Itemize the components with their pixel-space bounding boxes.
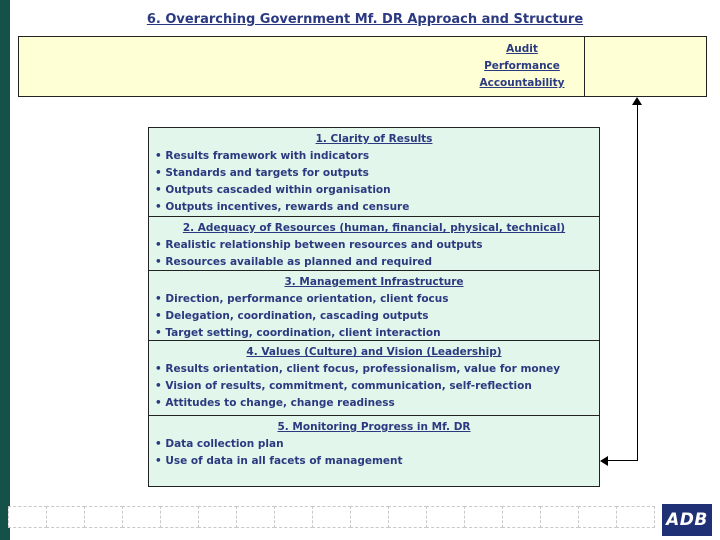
thumbnail-placeholder xyxy=(312,506,351,528)
section-clarity-of-results xyxy=(149,128,599,216)
thumbnail-placeholder xyxy=(350,506,389,528)
thumbnail-placeholder xyxy=(198,506,237,528)
header-labels xyxy=(459,41,585,92)
bullet-item: • Use of data in all facets of management xyxy=(153,453,595,470)
bullet-item: • Direction, performance orientation, client focus xyxy=(153,291,595,308)
thumbnail-placeholder xyxy=(84,506,123,528)
left-accent-bar xyxy=(0,0,10,540)
slide-title: 6. Overarching Government Mf. DR Approach and Structure xyxy=(146,12,584,27)
thumbnail-placeholder xyxy=(578,506,617,528)
section-heading: 5. Monitoring Progress in Mf. DR xyxy=(277,421,471,433)
bullet-item: • Outputs cascaded within organisation xyxy=(153,182,595,199)
thumbnail-placeholder xyxy=(388,506,427,528)
thumbnail-placeholder xyxy=(426,506,465,528)
section-management-infrastructure xyxy=(149,270,599,340)
section-heading: 4. Values (Culture) and Vision (Leadership) xyxy=(246,346,502,358)
bullet-item: • Attitudes to change, change readiness xyxy=(153,395,595,412)
section-heading: 1. Clarity of Results xyxy=(315,133,433,145)
thumbnail-placeholder xyxy=(274,506,313,528)
thumbnail-placeholder xyxy=(464,506,503,528)
feedback-arrow-vertical-line xyxy=(637,104,638,461)
thumbnail-placeholder xyxy=(540,506,579,528)
bullet-item: • Standards and targets for outputs xyxy=(153,165,595,182)
feedback-arrow-horizontal-line xyxy=(607,460,638,461)
bullet-item: • Vision of results, commitment, communication, self-reflection xyxy=(153,378,595,395)
section-heading: 3. Management Infrastructure xyxy=(284,276,464,288)
bullet-item: • Realistic relationship between resources and outputs xyxy=(153,237,595,254)
section-monitoring-progress xyxy=(149,415,599,486)
bullet-item: • Results orientation, client focus, professionalism, value for money xyxy=(153,361,595,378)
section-adequacy-of-resources xyxy=(149,216,599,270)
section-values-and-vision xyxy=(149,340,599,415)
bullet-item: • Results framework with indicators xyxy=(153,148,595,165)
bullet-item: • Target setting, coordination, client interaction xyxy=(153,325,595,340)
bullet-item: • Outputs incentives, rewards and censure xyxy=(153,199,595,216)
bullet-item: • Data collection plan xyxy=(153,436,595,453)
bullet-item: • Delegation, coordination, cascading outputs xyxy=(153,308,595,325)
section-heading: 2. Adequacy of Resources (human, financial, physical, technical) xyxy=(182,222,566,234)
thumbnail-placeholder xyxy=(616,506,655,528)
header-label-performance: Performance xyxy=(484,60,560,72)
header-label-accountability: Accountability xyxy=(479,77,565,89)
adb-logo: ADB xyxy=(662,504,712,536)
header-box xyxy=(18,36,707,97)
bullet-item: • Resources available as planned and required xyxy=(153,254,595,270)
sections-box xyxy=(148,127,600,487)
thumbnail-placeholder xyxy=(160,506,199,528)
thumbnail-placeholder xyxy=(502,506,541,528)
header-label-audit: Audit xyxy=(506,43,538,55)
thumbnail-placeholder xyxy=(46,506,85,528)
thumbnail-strip xyxy=(8,506,655,528)
arrow-left-icon xyxy=(600,456,608,466)
thumbnail-placeholder xyxy=(8,506,47,528)
thumbnail-placeholder xyxy=(236,506,275,528)
thumbnail-placeholder xyxy=(122,506,161,528)
